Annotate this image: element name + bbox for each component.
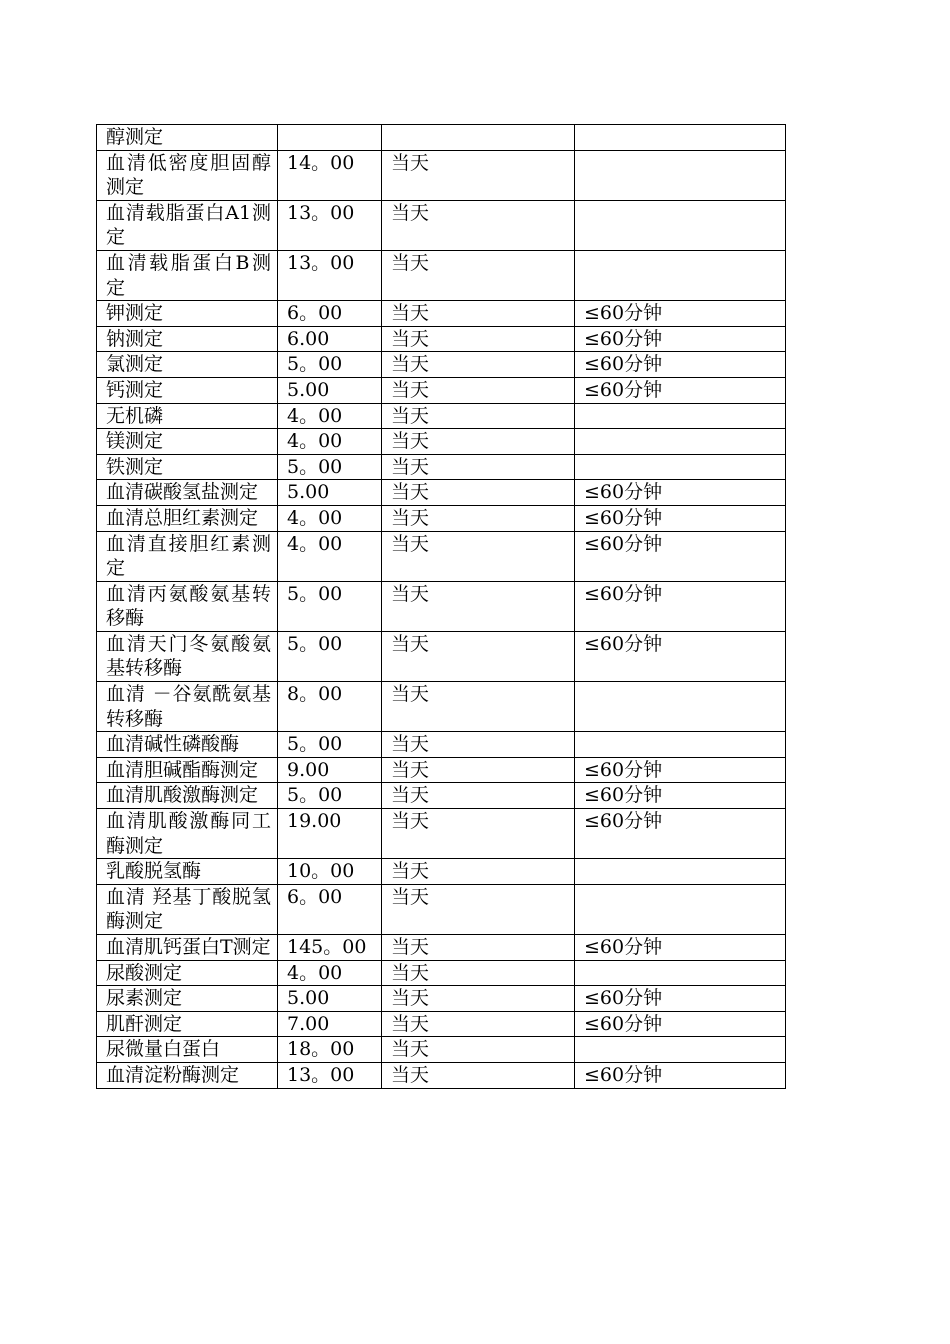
- report-day-cell: 当天: [382, 352, 575, 378]
- table-row: [97, 732, 786, 758]
- test-name-cell: 血清 －谷氨酰氨基转移酶: [97, 682, 278, 732]
- price-cell: 5。00: [278, 732, 382, 758]
- test-name-cell: 铁测定: [97, 454, 278, 480]
- price-cell: 5。00: [278, 454, 382, 480]
- test-name-cell: 血清淀粉酶测定: [97, 1062, 278, 1088]
- report-day-cell: 当天: [382, 732, 575, 758]
- price-cell: 10。00: [278, 859, 382, 885]
- test-name-cell: 钾测定: [97, 301, 278, 327]
- report-day-cell: 当天: [382, 682, 575, 732]
- report-day-cell: 当天: [382, 631, 575, 681]
- table-row: [97, 809, 786, 859]
- table-row: [97, 859, 786, 885]
- turnaround-time-cell: [575, 884, 786, 934]
- test-name-cell: 无机磷: [97, 403, 278, 429]
- report-day-cell: [382, 125, 575, 151]
- price-cell: 4。00: [278, 531, 382, 581]
- test-price-table: [96, 124, 786, 1089]
- table-row: [97, 631, 786, 681]
- price-cell: 19.00: [278, 809, 382, 859]
- price-cell: 4。00: [278, 429, 382, 455]
- turnaround-time-cell: [575, 250, 786, 300]
- report-day-cell: 当天: [382, 581, 575, 631]
- price-cell: 4。00: [278, 505, 382, 531]
- report-day-cell: 当天: [382, 429, 575, 455]
- price-cell: 6。00: [278, 884, 382, 934]
- report-day-cell: 当天: [382, 809, 575, 859]
- test-name-cell: 钠测定: [97, 326, 278, 352]
- report-day-cell: 当天: [382, 454, 575, 480]
- price-cell: 5.00: [278, 986, 382, 1012]
- table-row: [97, 505, 786, 531]
- table-row: [97, 581, 786, 631]
- turnaround-time-cell: ≤60分钟: [575, 1011, 786, 1037]
- turnaround-time-cell: ≤60分钟: [575, 301, 786, 327]
- report-day-cell: 当天: [382, 326, 575, 352]
- turnaround-time-cell: [575, 454, 786, 480]
- price-cell: 9.00: [278, 757, 382, 783]
- report-day-cell: 当天: [382, 1062, 575, 1088]
- report-day-cell: 当天: [382, 884, 575, 934]
- table-row: [97, 403, 786, 429]
- turnaround-time-cell: ≤60分钟: [575, 935, 786, 961]
- test-name-cell: 尿微量白蛋白: [97, 1037, 278, 1063]
- report-day-cell: 当天: [382, 986, 575, 1012]
- turnaround-time-cell: ≤60分钟: [575, 631, 786, 681]
- price-cell: 5。00: [278, 352, 382, 378]
- price-cell: 14。00: [278, 150, 382, 200]
- table-row: [97, 960, 786, 986]
- price-cell: 7.00: [278, 1011, 382, 1037]
- turnaround-time-cell: [575, 1037, 786, 1063]
- test-name-cell: 血清碱性磷酸酶: [97, 732, 278, 758]
- price-cell: 5.00: [278, 377, 382, 403]
- report-day-cell: 当天: [382, 783, 575, 809]
- table-row: [97, 377, 786, 403]
- test-name-cell: 血清碳酸氢盐测定: [97, 480, 278, 506]
- table-row: [97, 935, 786, 961]
- price-cell: 18。00: [278, 1037, 382, 1063]
- table-body: [97, 125, 786, 1089]
- report-day-cell: 当天: [382, 531, 575, 581]
- test-name-cell: 血清肌酸激酶同工酶测定: [97, 809, 278, 859]
- report-day-cell: 当天: [382, 960, 575, 986]
- turnaround-time-cell: ≤60分钟: [575, 352, 786, 378]
- table-row: [97, 125, 786, 151]
- table-row: [97, 301, 786, 327]
- turnaround-time-cell: ≤60分钟: [575, 531, 786, 581]
- report-day-cell: 当天: [382, 200, 575, 250]
- test-name-cell: 血清低密度胆固醇测定: [97, 150, 278, 200]
- test-name-cell: 尿酸测定: [97, 960, 278, 986]
- test-name-cell: 醇测定: [97, 125, 278, 151]
- price-cell: 145。00: [278, 935, 382, 961]
- turnaround-time-cell: ≤60分钟: [575, 377, 786, 403]
- report-day-cell: 当天: [382, 250, 575, 300]
- report-day-cell: 当天: [382, 403, 575, 429]
- report-day-cell: 当天: [382, 1011, 575, 1037]
- turnaround-time-cell: [575, 682, 786, 732]
- price-cell: 13。00: [278, 250, 382, 300]
- turnaround-time-cell: ≤60分钟: [575, 505, 786, 531]
- price-cell: 5.00: [278, 480, 382, 506]
- turnaround-time-cell: [575, 200, 786, 250]
- turnaround-time-cell: [575, 150, 786, 200]
- test-name-cell: 乳酸脱氢酶: [97, 859, 278, 885]
- turnaround-time-cell: ≤60分钟: [575, 783, 786, 809]
- table-row: [97, 250, 786, 300]
- turnaround-time-cell: [575, 403, 786, 429]
- test-name-cell: 肌酐测定: [97, 1011, 278, 1037]
- turnaround-time-cell: [575, 859, 786, 885]
- turnaround-time-cell: ≤60分钟: [575, 986, 786, 1012]
- report-day-cell: 当天: [382, 757, 575, 783]
- price-cell: 5。00: [278, 631, 382, 681]
- report-day-cell: 当天: [382, 935, 575, 961]
- test-name-cell: 尿素测定: [97, 986, 278, 1012]
- turnaround-time-cell: ≤60分钟: [575, 1062, 786, 1088]
- table-row: [97, 150, 786, 200]
- report-day-cell: 当天: [382, 859, 575, 885]
- turnaround-time-cell: [575, 429, 786, 455]
- test-name-cell: 血清直接胆红素测定: [97, 531, 278, 581]
- table-row: [97, 1011, 786, 1037]
- table-row: [97, 200, 786, 250]
- test-name-cell: 氯测定: [97, 352, 278, 378]
- price-cell: 5。00: [278, 783, 382, 809]
- table-row: [97, 682, 786, 732]
- price-cell: 4。00: [278, 960, 382, 986]
- turnaround-time-cell: [575, 125, 786, 151]
- test-name-cell: 钙测定: [97, 377, 278, 403]
- test-name-cell: 血清肌钙蛋白T测定: [97, 935, 278, 961]
- report-day-cell: 当天: [382, 1037, 575, 1063]
- turnaround-time-cell: ≤60分钟: [575, 809, 786, 859]
- test-name-cell: 血清载脂蛋白B测定: [97, 250, 278, 300]
- table-row: [97, 352, 786, 378]
- turnaround-time-cell: ≤60分钟: [575, 480, 786, 506]
- report-day-cell: 当天: [382, 377, 575, 403]
- test-name-cell: 血清总胆红素测定: [97, 505, 278, 531]
- turnaround-time-cell: [575, 732, 786, 758]
- turnaround-time-cell: ≤60分钟: [575, 326, 786, 352]
- table-row: [97, 480, 786, 506]
- report-day-cell: 当天: [382, 505, 575, 531]
- table-row: [97, 986, 786, 1012]
- table-row: [97, 783, 786, 809]
- turnaround-time-cell: ≤60分钟: [575, 581, 786, 631]
- test-name-cell: 血清丙氨酸氨基转移酶: [97, 581, 278, 631]
- table-row: [97, 1062, 786, 1088]
- price-cell: 6.00: [278, 326, 382, 352]
- turnaround-time-cell: [575, 960, 786, 986]
- price-cell: 13。00: [278, 1062, 382, 1088]
- price-cell: 13。00: [278, 200, 382, 250]
- report-day-cell: 当天: [382, 301, 575, 327]
- turnaround-time-cell: ≤60分钟: [575, 757, 786, 783]
- price-cell: 8。00: [278, 682, 382, 732]
- test-name-cell: 镁测定: [97, 429, 278, 455]
- table-row: [97, 454, 786, 480]
- price-cell: 6。00: [278, 301, 382, 327]
- table-row: [97, 429, 786, 455]
- table-row: [97, 1037, 786, 1063]
- test-name-cell: 血清 羟基丁酸脱氢酶测定: [97, 884, 278, 934]
- report-day-cell: 当天: [382, 480, 575, 506]
- price-cell: 4。00: [278, 403, 382, 429]
- test-name-cell: 血清天门冬氨酸氨基转移酶: [97, 631, 278, 681]
- price-cell: 5。00: [278, 581, 382, 631]
- report-day-cell: 当天: [382, 150, 575, 200]
- test-name-cell: 血清载脂蛋白A1测定: [97, 200, 278, 250]
- test-name-cell: 血清肌酸激酶测定: [97, 783, 278, 809]
- table-row: [97, 326, 786, 352]
- price-cell: [278, 125, 382, 151]
- test-name-cell: 血清胆碱酯酶测定: [97, 757, 278, 783]
- table-row: [97, 531, 786, 581]
- table-row: [97, 884, 786, 934]
- table-row: [97, 757, 786, 783]
